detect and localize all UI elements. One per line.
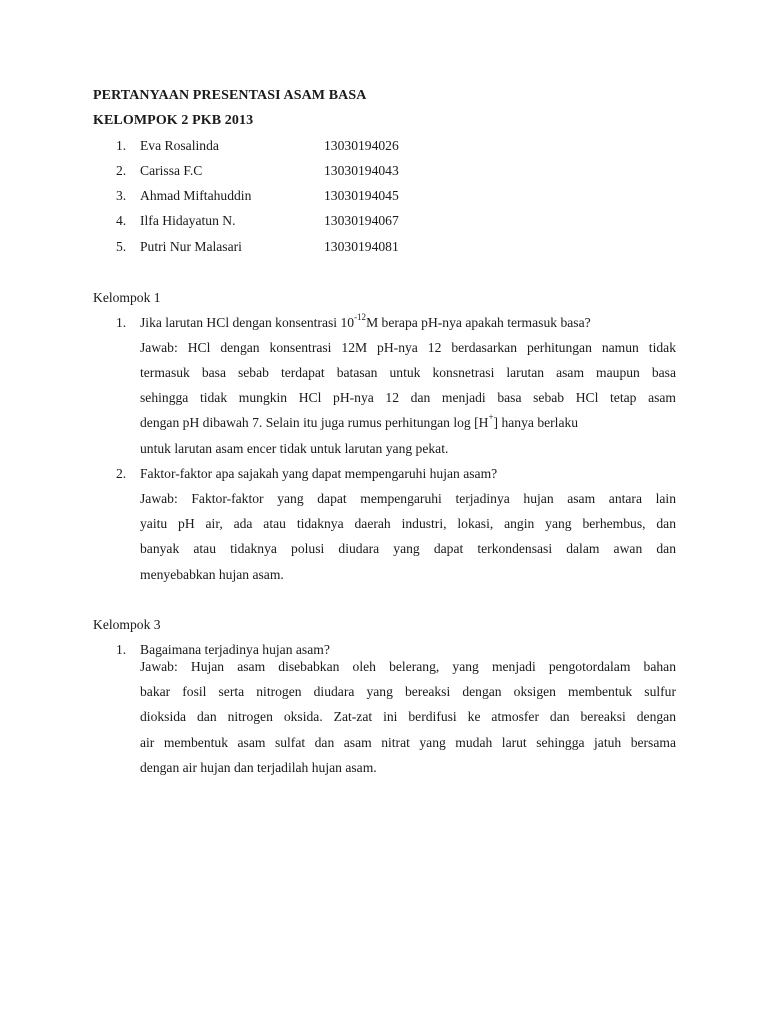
member-name: Carissa F.C: [140, 163, 203, 178]
member-number: 5.: [116, 239, 127, 254]
answer-line: Jawab: Hujan asam disebabkan oleh belerang, yang menjadi pengotordalam bahan: [140, 659, 676, 674]
answer-line: sehingga tidak mungkin HCl pH-nya 12 dan menjadi basa sebab HCl tetap asam: [140, 390, 676, 405]
answer-line: banyak atau tidaknya polusi diudara yang dapat terkondensasi dalam awan dan: [140, 541, 676, 556]
answer-line: air membentuk asam sulfat dan asam nitrat yang mudah larut sehingga jatuh bersama: [140, 735, 676, 750]
question-number: 1.: [116, 642, 127, 657]
answer-text: ] hanya berlaku: [493, 415, 579, 430]
document-title: PERTANYAAN PRESENTASI ASAM BASA: [93, 88, 367, 103]
question-text: Faktor-faktor apa sajakah yang dapat mempengaruhi hujan asam?: [140, 466, 498, 481]
question-superscript: -12: [354, 312, 367, 323]
answer-line: menyebabkan hujan asam.: [140, 567, 284, 582]
document-subtitle: KELOMPOK 2 PKB 2013: [93, 113, 254, 128]
answer-line: dengan air hujan dan terjadilah hujan asam.: [140, 760, 377, 775]
answer-line: untuk larutan asam encer tidak untuk larutan yang pekat.: [140, 441, 449, 456]
question-text-part: M berapa pH-nya apakah termasuk basa?: [366, 315, 591, 330]
question-text-part: Jika larutan HCl dengan konsentrasi 10: [140, 315, 355, 330]
answer-line: Jawab: Faktor-faktor yang dapat mempengaruhi terjadinya hujan asam antara lain: [140, 491, 676, 506]
question-text: [140, 313, 676, 333]
answer-text: dengan pH dibawah 7. Selain itu juga rumus perhitungan log [H: [140, 415, 489, 430]
member-nim: 13030194026: [324, 138, 399, 153]
group-title: Kelompok 1: [93, 290, 161, 305]
member-nim: 13030194045: [324, 188, 399, 203]
member-nim: 13030194043: [324, 163, 399, 178]
answer-line-part: [140, 413, 578, 433]
member-nim: 13030194081: [324, 239, 399, 254]
member-nim: 13030194067: [324, 213, 399, 228]
member-name: Eva Rosalinda: [140, 138, 219, 153]
answer-line: Jawab: HCl dengan konsentrasi 12M pH-nya 12 berdasarkan perhitungan namun tidak: [140, 340, 676, 355]
member-number: 2.: [116, 163, 127, 178]
answer-line: yaitu pH air, ada atau tidaknya daerah industri, lokasi, angin yang berhembus, dan: [140, 516, 676, 531]
question-text: Bagaimana terjadinya hujan asam?: [140, 642, 330, 657]
member-name: Ahmad Miftahuddin: [140, 188, 252, 203]
question-number: 1.: [116, 315, 127, 330]
answer-line: bakar fosil serta nitrogen diudara yang bereaksi dengan oksigen membentuk sulfur: [140, 684, 676, 699]
member-name: Putri Nur Malasari: [140, 239, 242, 254]
answer-line: [140, 413, 676, 433]
member-number: 3.: [116, 188, 127, 203]
answer-superscript: +: [488, 412, 494, 423]
group-title: Kelompok 3: [93, 617, 161, 632]
member-number: 1.: [116, 138, 127, 153]
question-number: 2.: [116, 466, 127, 481]
member-name: Ilfa Hidayatun N.: [140, 213, 236, 228]
member-number: 4.: [116, 213, 127, 228]
answer-line: termasuk basa sebab terdapat batasan untuk konsnetrasi larutan asam maupun basa: [140, 365, 676, 380]
answer-line: dioksida dan nitrogen oksida. Zat-zat ini berdifusi ke atmosfer dan bereaksi dengan: [140, 709, 676, 724]
